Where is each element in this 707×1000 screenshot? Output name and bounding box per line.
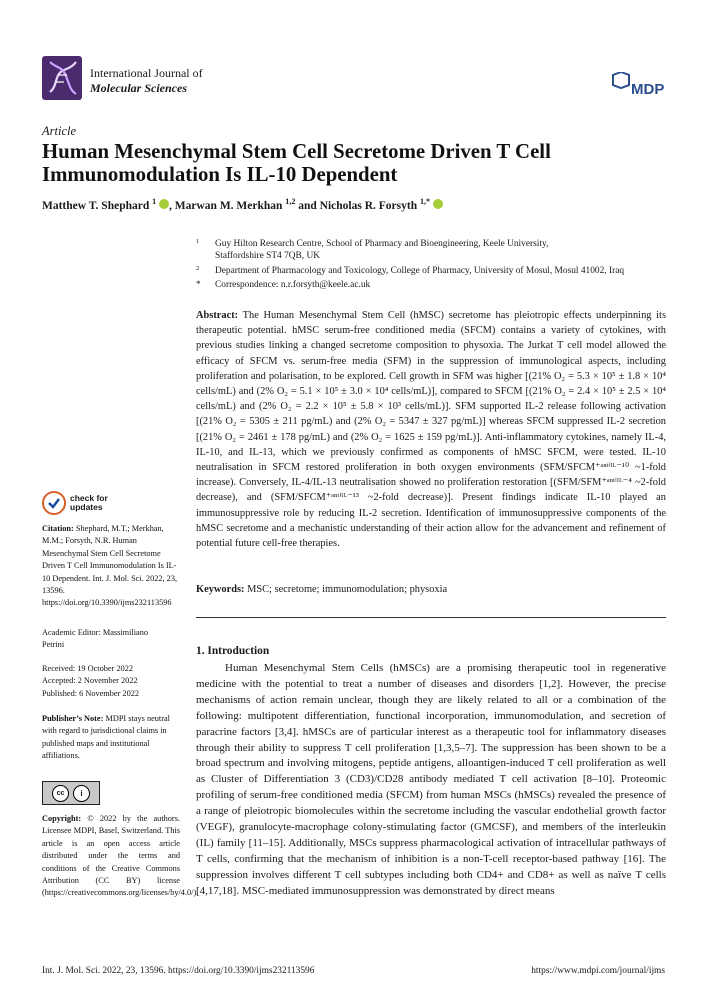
- accepted-date: Accepted: 2 November 2022: [42, 676, 138, 686]
- title-line1: Human Mesenchymal Stem Cell Secretome Driven T Cell: [42, 140, 551, 163]
- dates-block: [42, 663, 180, 700]
- copyright-label: Copyright:: [42, 814, 82, 823]
- author-affiliation: 1,2: [285, 197, 296, 207]
- cc-by-license-badge[interactable]: [42, 781, 100, 805]
- orcid-icon[interactable]: [433, 199, 443, 209]
- section-heading: 1. Introduction: [196, 645, 270, 657]
- academic-editor: Academic Editor: Massimiliano Petrini: [42, 628, 148, 650]
- affiliation-text: Department of Pharmacology and Toxicology, College of Pharmacy, University of Mosul, Mosul 41002, Iraq: [215, 265, 625, 276]
- affiliations: 1 Guy Hilton Research Centre, School of Pharmacy and Bioengineering, Keele University, Staffordshire ST4 7QB, UK 2 Department of Pharmacology and Toxicology, College of Pharmacy, University of Mosul, Mosul 41002, Iraq * Correspondence: n.r.forsyth@keele.ac.uk: [196, 238, 666, 292]
- journal-name-line2: Molecular Sciences: [90, 81, 187, 95]
- abstract-text: The Human Mesenchymal Stem Cell (hMSC) secretome has pleiotropic effects underpinning its therapeutic potential. hMSC serum-free conditioned media (SFCM) contains a variety of cytokines, with previous studies linking a changed secretome composition to physoxia. The Jurkat T cell model allowed the efficacy of SFCM vs. serum-free media (SFM) in the suppression of immunological aspects, including proliferation and polarisation, to be explored. Cell growth in SFM was higher [(21% O₂ = 5.3 × 10⁵ ± 1.8 × 10⁴ cells/mL) and (2% O₂ = 5.1 × 10⁵ ± 3.0 × 10⁴ cells/mL)], compared to SFCM [(21% O₂ = 2.4 × 10⁵ ± 2.5 × 10⁴ cells/mL) and (2% O₂ = 2.2 × 10⁵ ± 5.8 × 10³ cells/mL)]. SFM supported IL-2 release following activation [(21% O₂ = 5305 ± 211 pg/mL) and (2% O₂ = 5347 ± 327 pg/mL)] whereas SFCM suppressed IL-2 secretion [(21% O₂ = 2461 ± 178 pg/mL) and (2% O₂ = 1625 ± 159 pg/mL)]. Anti-inflammatory cytokines, namely IL-4, IL-10, and IL-13, which we previously confirmed as components of hMSC SFCM, were tested. IL-10 neutralisation in SFCM restored proliferation in both oxygen environments (SFM/SFCM⁺ᵃⁿᵗⁱᴵᴸ⁻¹⁰ ~1-fold increase). Conversely, IL-4/IL-13 neutralisation showed no proliferation restoration [(SFM/SFM⁺ᵃⁿᵗⁱᴵᴸ⁻⁴ ~2-fold decrease), and (SFM/SFCM⁺ᵃⁿᵗⁱᴵᴸ⁻¹³ ~2-fold decrease)]. Present findings indicate IL-10 played an immunosuppressive role by reducing IL-2 secretion. Identification of immunosuppressive components of the hMSC secretome and a mechanistic understanding of their action allow for the advancement and refinement of potential future cell-free therapies.: [196, 310, 666, 550]
- check-updates-label: check for updates: [70, 493, 108, 512]
- footer-citation: Int. J. Mol. Sci. 2022, 23, 13596. https://doi.org/10.3390/ijms232113596: [42, 966, 315, 976]
- affiliation-mark: *: [196, 280, 201, 291]
- by-icon: i: [73, 785, 90, 802]
- citation-block: [42, 523, 180, 610]
- abstract-label: Abstract:: [196, 310, 239, 321]
- published-date: Published: 6 November 2022: [42, 688, 140, 698]
- copyright-text: © 2022 by the authors. Licensee MDPI, Basel, Switzerland. This article is an open access article distributed under the terms and conditions of the Creative Commons Attribution (CC BY) license (https://creativecommons.org/licenses/by/4.0/).: [42, 814, 199, 898]
- title-line2: Immunomodulation Is IL-10 Dependent: [42, 163, 398, 186]
- check-for-updates-badge[interactable]: [42, 489, 114, 517]
- journal-logo: [42, 56, 82, 100]
- publisher-note-label: Publisher’s Note:: [42, 714, 104, 723]
- orcid-icon[interactable]: [159, 199, 169, 209]
- copyright-block: [42, 813, 199, 900]
- check-updates-icon: [42, 491, 66, 515]
- correspondence-email[interactable]: Correspondence: n.r.forsyth@keele.ac.uk: [215, 280, 371, 291]
- affiliation-text-cont: Staffordshire ST4 7QB, UK: [215, 251, 321, 262]
- author-affiliation: 1,*: [419, 197, 431, 207]
- mdpi-logo: [607, 72, 665, 98]
- journal-name-line1: International Journal of: [90, 66, 203, 80]
- author-affiliation: 1: [152, 197, 157, 207]
- cc-icon: cc: [52, 785, 69, 802]
- keywords-text: MSC; secretome; immunomodulation; physoxia: [247, 584, 448, 595]
- journal-logo-icon: [42, 56, 82, 100]
- citation-label: Citation:: [42, 524, 74, 533]
- keywords: [196, 584, 666, 595]
- svg-text:MDPI: MDPI: [631, 81, 665, 98]
- author-list: Matthew T. Shephard $^1$ , Marwan M. Merkhan $^{1,2}$ and Nicholas R. Forsyth $^{1,*}$: [42, 199, 443, 212]
- citation-text: Shephard, M.T.; Merkhan, M.M.; Forsyth, N.R. Human Mesenchymal Stem Cell Secretome Driven T Cell Immunomodulation Is IL-10 Dependent. Int. J. Mol. Sci. 2022, 23, 13596. https://doi.org/10.3390/ijms232113596: [42, 524, 178, 608]
- received-date: Received: 19 October 2022: [42, 664, 134, 673]
- abstract: [196, 308, 666, 551]
- publisher-note-text: MDPI stays neutral with regard to jurisdictional claims in published maps and institutional affiliations.: [42, 714, 170, 761]
- article-title: [42, 140, 672, 186]
- mdpi-logo-icon: [607, 72, 665, 98]
- divider: [196, 617, 666, 618]
- article-type: Article: [42, 124, 77, 138]
- author-name[interactable]: Matthew T. Shephard: [42, 200, 150, 212]
- author-name[interactable]: Nicholas R. Forsyth: [319, 200, 418, 212]
- footer-journal-url[interactable]: https://www.mdpi.com/journal/ijms: [531, 966, 665, 976]
- intro-paragraph: Human Mesenchymal Stem Cells (hMSCs) are a promising therapeutic tool in regenerative medicine with the potential to treat a number of diseases and disorders [1,2]. However, the precise mechanisms of action remain unclear, though they are likely related to all or a combination of the following: multipotent differentiation, functional incorporation, immunomodulation, and secretion of paracrine factors [3,4]. hMSCs are of particular interest as a therapeutic tool for inflammatory diseases through their ability to suppress T cell proliferation [1,3,5–7]. The suppression has been shown to be a broad spectrum and involving mitogens, peptide antigens, alloantigen-induced T cell proliferation as well as Cluster of Differentiation 3 (CD3)/CD28 antibody mediated T cell activation [8–10]. Proteomic profiling of serum-free conditioned media (SFCM) from human MSCs (hMSCs) revealed the presence of a range of pleiotropic biomolecules within the secretome including the vascular endothelial growth factor (VEGF), granulocyte-macrophage colony-stimulating factor (GMCSF), and members of the interleukin (IL) family [11–15]. Additionally, MSCs suppress pharmacological activation of intracellular pathways of T cells, confirming that the mechanism of inhibition is a non-T-cell receptor-based pathway [16]. The suppression involves different T cell subtypes including both CD4+ and CD8+ as well as naïve T cells [4,17,18]. MSC-mediated immunosuppression was demonstrated by direct means: [196, 662, 666, 897]
- author-name[interactable]: Marwan M. Merkhan: [174, 200, 283, 212]
- publisher-note: [42, 713, 180, 763]
- keywords-label: Keywords:: [196, 584, 245, 595]
- affiliation-text: Guy Hilton Research Centre, School of Pharmacy and Bioengineering, Keele University,: [215, 239, 549, 249]
